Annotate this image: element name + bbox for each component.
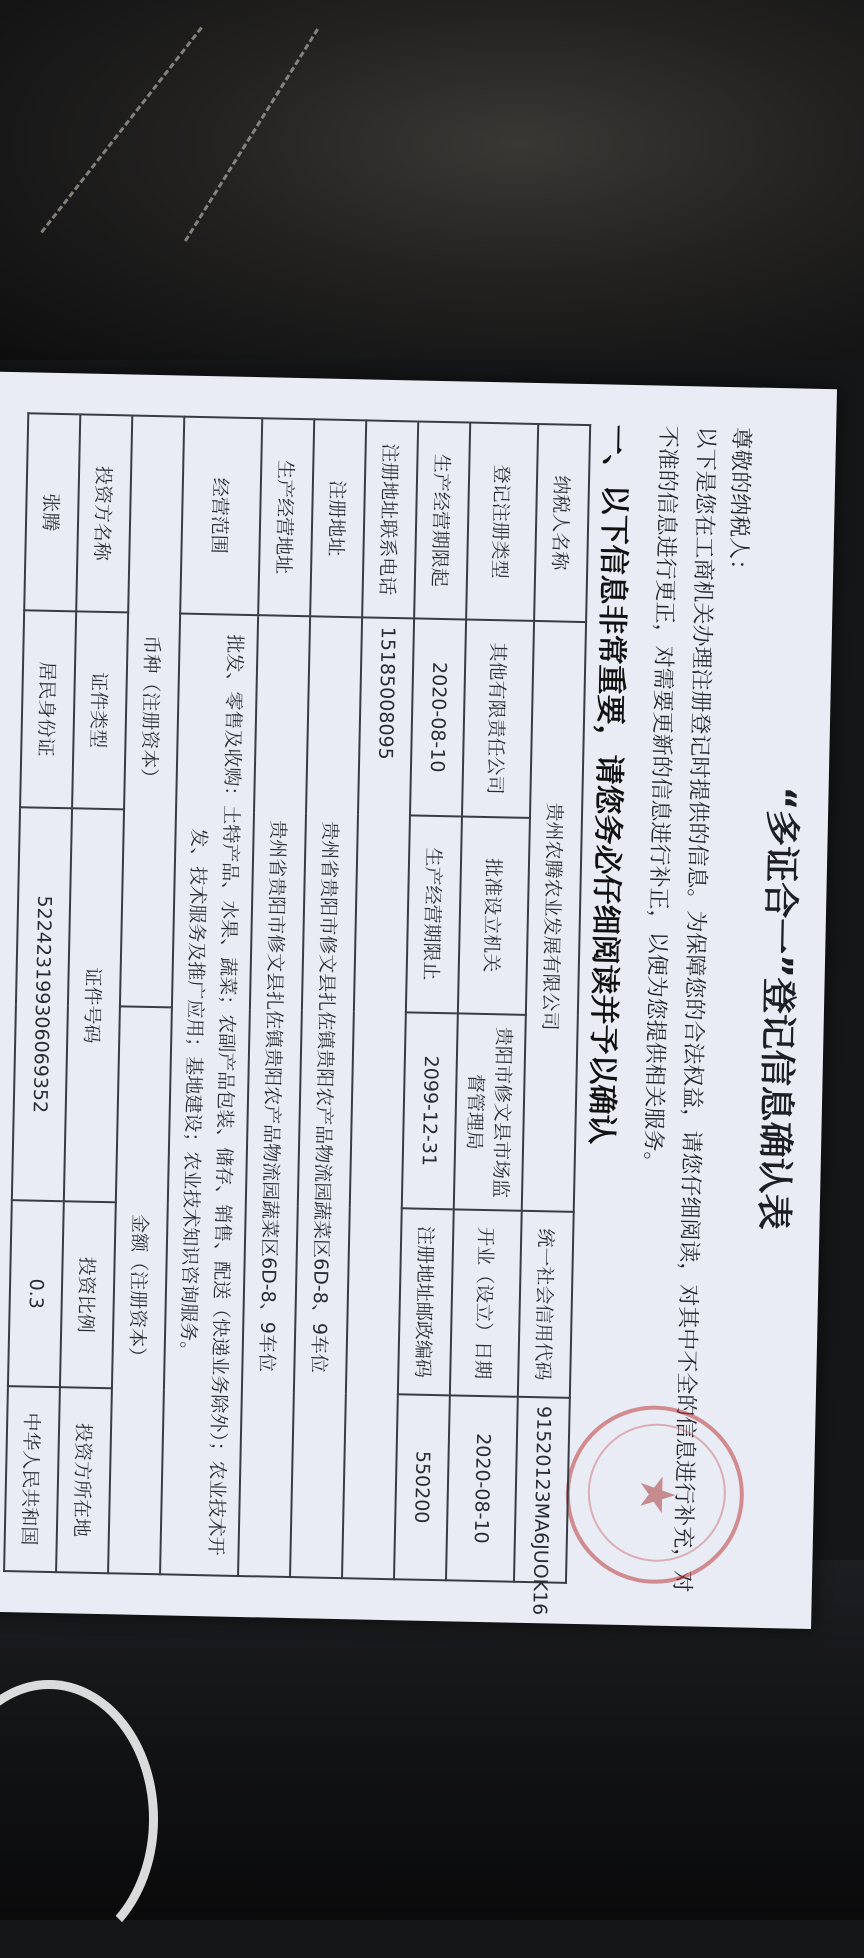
investor-location-value: 中华人民共和国 [4, 1386, 60, 1572]
section-heading: 一、以下信息非常重要，请您务必仔细阅读并予以确认 [583, 424, 634, 1145]
reg-addr-value: 贵州省贵阳市修文县扎佐镇贵阳农产品物流园蔬菜区6D-8、9车位 [290, 616, 362, 1578]
taxpayer-name-value: 贵州农腾农业发展有限公司 [522, 621, 586, 1213]
open-date-label: 开业（设立）日期 [450, 1210, 522, 1397]
amount-label: 金额（注册资本） [108, 1006, 172, 1574]
op-addr-label: 生产经营地址 [258, 418, 314, 616]
op-start-value: 2020-08-10 [410, 618, 466, 816]
seal-star-icon: ★ [628, 1472, 686, 1517]
document-title: “多证合一”登记信息确认表 [752, 786, 803, 1231]
official-seal-stamp [564, 1404, 746, 1586]
approval-org-label: 批准设立机关 [458, 816, 530, 1014]
salutation: 尊敬的纳税人： [724, 426, 754, 582]
registration-form-paper [0, 371, 837, 1629]
postcode-value: 550200 [394, 1394, 450, 1580]
approval-org-value: 贵阳市修文县市场监督管理局 [454, 1013, 526, 1211]
credit-code-value: 91520123MA6JUOK16 [514, 1396, 570, 1582]
op-addr-value: 贵州省贵阳市修文县扎佐镇贵阳农产品物流园蔬菜区6D-8、9车位 [238, 615, 310, 1577]
id-number-label: 证件号码 [64, 808, 124, 1203]
ratio-label: 投资比例 [60, 1202, 116, 1388]
id-number-value: 522423199306069352 [12, 807, 72, 1202]
info-table [3, 412, 591, 1616]
id-type-label: 证件类型 [72, 611, 128, 809]
intro-paragraph: 以下是您在工商机关办理注册登记时提供的信息。为保障您的合法权益，请您仔细阅读，对其中不全的信息进行补充，对不准的信息进行更正，对需要更新的信息进行补正，以便为您提供相关服务。 [639, 425, 719, 1593]
op-start-label: 生产经营期限起 [414, 421, 470, 619]
op-end-label: 生产经营期限止 [406, 815, 462, 1013]
investor-name-label: 投资方名称 [76, 414, 132, 612]
scope-label: 经营范围 [180, 417, 262, 615]
scope-value: 批发、零售及收购：土特产品、水果、蔬菜；农副产品包装、储存、销售、配送（快递业务除外）；农业技术开发、技术服务及推广应用；基地建设；农业技术知识咨询服务。 [160, 613, 258, 1576]
currency-label: 币种（注册资本） [120, 415, 184, 1007]
car-seat-background-top [0, 0, 864, 360]
ratio-value: 0.3 [8, 1201, 64, 1387]
op-end-value: 2099-12-31 [402, 1012, 458, 1210]
phone-label: 注册地址联系电话 [362, 420, 418, 618]
postcode-label: 注册地址邮政编码 [398, 1209, 454, 1395]
id-type-value: 居民身份证 [20, 610, 76, 808]
reg-type-label: 登记注册类型 [466, 423, 538, 621]
reg-type-value: 其他有限责任公司 [462, 619, 534, 817]
phone-value: 15185008095 [342, 617, 414, 1579]
open-date-value: 2020-08-10 [446, 1395, 518, 1582]
investor-location-label: 投资方所在地 [56, 1387, 112, 1573]
reg-addr-label: 注册地址 [310, 419, 366, 617]
credit-code-label: 统一社会信用代码 [518, 1211, 574, 1397]
investor-name-value: 张腾 [24, 413, 80, 611]
taxpayer-name-label: 纳税人名称 [534, 424, 590, 622]
